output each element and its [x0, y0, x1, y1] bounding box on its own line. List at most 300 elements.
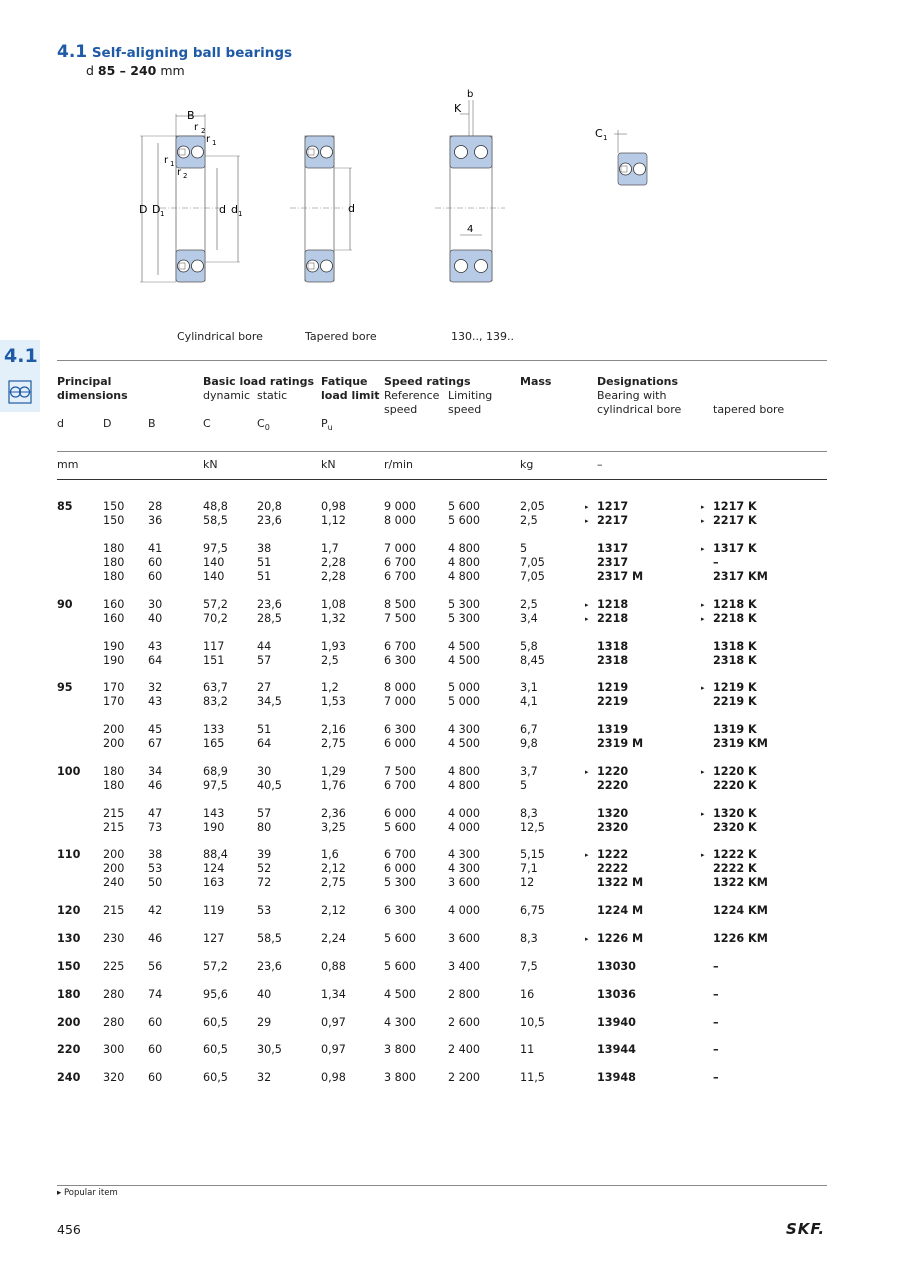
diagram-wide-series: [435, 89, 505, 282]
unit-kg: kg: [520, 458, 534, 471]
cell-mass: 6,7: [520, 723, 538, 736]
cell-cyl: 2219: [597, 695, 629, 708]
popular-marker-icon: ▸: [701, 601, 705, 609]
cell-b: 32: [148, 681, 163, 694]
cell-c: 58,5: [203, 514, 228, 527]
cell-tap: –: [713, 556, 719, 569]
cell-tap: 2219 K: [713, 695, 757, 708]
cell-mass: 3,7: [520, 765, 538, 778]
cell-cyl: 1317: [597, 542, 629, 555]
cell-mass: 2,5: [520, 598, 538, 611]
cell-cyl: 2217: [597, 514, 629, 527]
table-row: [0, 514, 900, 528]
cell-b: 43: [148, 640, 163, 653]
cell-c0: 23,6: [257, 514, 282, 527]
label-r2-sub: 2: [201, 127, 206, 135]
label-d1-sub: 1: [238, 210, 243, 218]
cell-tap: 2320 K: [713, 821, 757, 834]
cell-lim: 2 200: [448, 1071, 481, 1084]
cell-d: 150: [103, 500, 125, 513]
cell-c: 68,9: [203, 765, 228, 778]
label-four: 4: [467, 224, 474, 235]
table-row: [0, 681, 900, 695]
cell-cyl: 1219: [597, 681, 629, 694]
table-row: [0, 500, 900, 514]
cell-d: 180: [103, 570, 125, 583]
cell-lim: 2 600: [448, 1016, 481, 1029]
cell-d: 190: [103, 654, 125, 667]
cell-mass: 3,1: [520, 681, 538, 694]
cell-pu: 0,98: [321, 500, 346, 513]
table-row: [0, 542, 900, 556]
cell-tap: 1219 K: [713, 681, 757, 694]
cell-d: 220: [57, 1043, 81, 1056]
popular-marker-icon: ▸: [701, 684, 705, 692]
cell-d: 160: [103, 612, 125, 625]
cell-tap: 1224 KM: [713, 904, 768, 917]
hdr-speed: Speed ratings: [384, 375, 471, 388]
cell-c: 60,5: [203, 1071, 228, 1084]
cell-mass: 7,1: [520, 862, 538, 875]
table-row: [0, 779, 900, 793]
cell-lim: 4 800: [448, 542, 481, 555]
cell-c: 97,5: [203, 542, 228, 555]
cell-cyl: 1224 M: [597, 904, 644, 917]
cell-lim: 5 300: [448, 612, 481, 625]
cell-ref: 6 300: [384, 904, 417, 917]
cell-c0: 30: [257, 765, 272, 778]
hdr-cylindrical-bore: cylindrical bore: [597, 403, 682, 416]
cell-c: 119: [203, 904, 225, 917]
cell-mass: 12,5: [520, 821, 545, 834]
cell-c: 151: [203, 654, 225, 667]
label-K: K: [454, 102, 462, 115]
cell-ref: 6 300: [384, 723, 417, 736]
unit-kN-pu: kN: [321, 458, 336, 471]
cell-lim: 4 000: [448, 904, 481, 917]
table-top-rule: [57, 360, 827, 361]
cell-d: 300: [103, 1043, 125, 1056]
cell-d: 90: [57, 598, 73, 611]
label-b: b: [467, 89, 474, 100]
cell-pu: 1,12: [321, 514, 346, 527]
cell-lim: 2 800: [448, 988, 481, 1001]
cell-ref: 6 700: [384, 848, 417, 861]
cell-d: 200: [57, 1016, 81, 1029]
bearing-icon: [8, 380, 32, 404]
cell-cyl: 1220: [597, 765, 629, 778]
table-row: [0, 932, 900, 946]
cell-cyl: 2220: [597, 779, 629, 792]
cell-mass: 11: [520, 1043, 535, 1056]
page-number: 456: [57, 1222, 81, 1237]
table-row: [0, 876, 900, 890]
label-C1: C: [595, 127, 603, 140]
cell-b: 38: [148, 848, 163, 861]
cell-b: 40: [148, 612, 163, 625]
cell-c0: 39: [257, 848, 272, 861]
cell-c0: 80: [257, 821, 272, 834]
cell-c0: 20,8: [257, 500, 282, 513]
cell-c0: 23,6: [257, 960, 282, 973]
cell-pu: 1,32: [321, 612, 346, 625]
label-r1-sub: 1: [212, 139, 217, 147]
footnote: [57, 1188, 118, 1198]
cell-pu: 2,36: [321, 807, 346, 820]
cell-c: 124: [203, 862, 225, 875]
popular-marker-icon: ▸: [701, 851, 705, 859]
cell-c: 88,4: [203, 848, 228, 861]
cell-d: 170: [103, 695, 125, 708]
cell-b: 28: [148, 500, 163, 513]
cell-c: 133: [203, 723, 225, 736]
cell-lim: 4 300: [448, 848, 481, 861]
cell-c: 57,2: [203, 598, 228, 611]
cell-lim: 4 300: [448, 862, 481, 875]
cell-pu: 1,93: [321, 640, 346, 653]
table-row: [0, 723, 900, 737]
diagram-c1: [595, 127, 647, 185]
cell-pu: 1,29: [321, 765, 346, 778]
hdr-reference-speed: speed: [384, 403, 418, 416]
cell-ref: 3 800: [384, 1043, 417, 1056]
popular-marker-icon: ▸: [701, 503, 705, 511]
cell-lim: 4 000: [448, 821, 481, 834]
cell-ref: 7 000: [384, 695, 417, 708]
cell-lim: 5 600: [448, 514, 481, 527]
cell-lim: 4 500: [448, 737, 481, 750]
cell-c0: 57: [257, 654, 272, 667]
table-row: [0, 807, 900, 821]
cell-c0: 51: [257, 570, 272, 583]
section-number: 4.1: [57, 42, 88, 62]
cell-lim: 4 800: [448, 570, 481, 583]
cell-mass: 4,1: [520, 695, 538, 708]
label-D: D: [139, 203, 148, 216]
cell-mass: 9,8: [520, 737, 538, 750]
cell-cyl: 2317 M: [597, 570, 644, 583]
table-row: [0, 848, 900, 862]
cell-b: 47: [148, 807, 163, 820]
cell-lim: 4 300: [448, 723, 481, 736]
cell-d: 110: [57, 848, 81, 861]
cell-ref: 4 500: [384, 988, 417, 1001]
cell-lim: 4 000: [448, 807, 481, 820]
cell-d: 200: [103, 723, 125, 736]
hdr-dimensions: dimensions: [57, 389, 128, 402]
cell-d: 215: [103, 807, 125, 820]
cell-pu: 2,75: [321, 737, 346, 750]
cell-d: 280: [103, 988, 125, 1001]
hdr-basic-load: Basic load ratings: [203, 375, 315, 388]
cell-d: 240: [57, 1071, 81, 1084]
cell-c0: 32: [257, 1071, 272, 1084]
table-row: [0, 904, 900, 918]
cell-c0: 58,5: [257, 932, 282, 945]
cell-c: 60,5: [203, 1016, 228, 1029]
cell-b: 60: [148, 556, 163, 569]
cell-mass: 2,05: [520, 500, 545, 513]
section-title-text: Self-aligning ball bearings: [91, 45, 293, 61]
cell-tap: 2222 K: [713, 862, 757, 875]
cell-c0: 44: [257, 640, 272, 653]
hdr-designations: Designations: [597, 375, 679, 388]
cell-lim: 5 000: [448, 695, 481, 708]
cell-pu: 1,2: [321, 681, 339, 694]
side-tab-label: 4.1: [4, 345, 38, 367]
cell-tap: 1318 K: [713, 640, 757, 653]
popular-marker-icon: ▸: [701, 615, 705, 623]
cell-c: 165: [203, 737, 225, 750]
units-top-rule: [57, 451, 827, 452]
cell-mass: 3,4: [520, 612, 538, 625]
cell-b: 36: [148, 514, 163, 527]
cell-tap: 1222 K: [713, 848, 757, 861]
cell-mass: 5: [520, 542, 528, 555]
cell-b: 67: [148, 737, 163, 750]
cell-d: 150: [103, 514, 125, 527]
cell-lim: 3 600: [448, 876, 481, 889]
cell-d: 130: [57, 932, 81, 945]
cell-d: 120: [57, 904, 81, 917]
sym-B: B: [148, 417, 156, 430]
cell-pu: 2,12: [321, 862, 346, 875]
cell-c: 57,2: [203, 960, 228, 973]
label-r2-left: r: [177, 167, 182, 178]
popular-marker-icon: ▸: [701, 810, 705, 818]
cell-c0: 53: [257, 904, 272, 917]
cell-ref: 5 600: [384, 821, 417, 834]
label-C1-sub: 1: [603, 134, 608, 142]
cell-d: 240: [103, 876, 125, 889]
cell-b: 41: [148, 542, 163, 555]
cell-ref: 7 500: [384, 765, 417, 778]
cell-cyl: 13030: [597, 960, 636, 973]
subtitle-unit: mm: [160, 63, 185, 78]
cell-c: 60,5: [203, 1043, 228, 1056]
units-bottom-rule: [57, 479, 827, 480]
cell-tap: 1320 K: [713, 807, 757, 820]
cell-mass: 6,75: [520, 904, 545, 917]
cell-c: 70,2: [203, 612, 228, 625]
hdr-reference: Reference: [384, 389, 440, 402]
table-row: [0, 556, 900, 570]
cell-tap: –: [713, 1043, 719, 1056]
cell-tap: 1319 K: [713, 723, 757, 736]
hdr-bearing-with: Bearing with: [597, 389, 667, 402]
label-d: d: [219, 203, 226, 216]
cell-mass: 5,8: [520, 640, 538, 653]
cell-tap: –: [713, 960, 719, 973]
cell-ref: 5 600: [384, 932, 417, 945]
cell-d: 180: [103, 556, 125, 569]
table-row: [0, 988, 900, 1002]
cell-ref: 9 000: [384, 500, 417, 513]
cell-cyl: 1222: [597, 848, 629, 861]
table-row: [0, 695, 900, 709]
cell-ref: 6 700: [384, 779, 417, 792]
label-d1: d: [231, 203, 238, 216]
table-row: [0, 737, 900, 751]
hdr-static: static: [257, 389, 288, 402]
cell-mass: 2,5: [520, 514, 538, 527]
cell-c: 97,5: [203, 779, 228, 792]
cell-c0: 40,5: [257, 779, 282, 792]
cell-mass: 12: [520, 876, 535, 889]
cell-pu: 1,76: [321, 779, 346, 792]
hdr-tapered-bore: tapered bore: [713, 403, 785, 416]
cell-d: 320: [103, 1071, 125, 1084]
cell-c0: 29: [257, 1016, 272, 1029]
cell-b: 30: [148, 598, 163, 611]
cell-d: 180: [57, 988, 81, 1001]
sym-D: D: [103, 417, 112, 430]
cell-mass: 11,5: [520, 1071, 545, 1084]
cell-ref: 6 700: [384, 640, 417, 653]
cell-d: 225: [103, 960, 125, 973]
subtitle-prefix: d: [86, 63, 94, 78]
cell-d: 215: [103, 821, 125, 834]
cell-mass: 8,3: [520, 807, 538, 820]
sym-Pu-sub: u: [327, 423, 333, 433]
table-row: [0, 640, 900, 654]
cell-b: 42: [148, 904, 163, 917]
cell-c0: 38: [257, 542, 272, 555]
table-row: [0, 612, 900, 626]
label-D1-sub: 1: [160, 210, 165, 218]
cell-tap: 2217 K: [713, 514, 757, 527]
cell-d: 160: [103, 598, 125, 611]
cell-c0: 40: [257, 988, 272, 1001]
cell-tap: 1317 K: [713, 542, 757, 555]
cell-cyl: 1319: [597, 723, 629, 736]
cell-tap: 2317 KM: [713, 570, 768, 583]
cell-d: 190: [103, 640, 125, 653]
cell-pu: 1,34: [321, 988, 346, 1001]
cell-b: 60: [148, 570, 163, 583]
cell-c0: 51: [257, 556, 272, 569]
cell-b: 46: [148, 932, 163, 945]
popular-marker-icon: ▸: [701, 517, 705, 525]
cell-ref: 8 500: [384, 598, 417, 611]
cell-b: 56: [148, 960, 163, 973]
cell-lim: 3 400: [448, 960, 481, 973]
cell-lim: 5 600: [448, 500, 481, 513]
cell-cyl: 1218: [597, 598, 629, 611]
cell-ref: 5 600: [384, 960, 417, 973]
cell-c: 117: [203, 640, 225, 653]
popular-marker-icon: ▸: [701, 545, 705, 553]
cell-mass: 8,3: [520, 932, 538, 945]
hdr-dynamic: dynamic: [203, 389, 251, 402]
popular-marker-icon: ▸: [57, 1188, 62, 1198]
cell-cyl: 1226 M: [597, 932, 644, 945]
cell-d: 200: [103, 737, 125, 750]
cell-ref: 6 000: [384, 737, 417, 750]
cell-d: 200: [103, 848, 125, 861]
sym-d: d: [57, 417, 64, 430]
cell-c0: 72: [257, 876, 272, 889]
label-r1-left-sub: 1: [170, 160, 175, 168]
cell-pu: 1,53: [321, 695, 346, 708]
cell-tap: 2218 K: [713, 612, 757, 625]
cell-d: 180: [103, 765, 125, 778]
cell-pu: 2,75: [321, 876, 346, 889]
cell-ref: 3 800: [384, 1071, 417, 1084]
skf-logo: SKF.: [786, 1220, 826, 1238]
bearing-diagrams: [100, 80, 700, 300]
cell-c0: 27: [257, 681, 272, 694]
cell-pu: 0,88: [321, 960, 346, 973]
cell-cyl: 1318: [597, 640, 629, 653]
cell-d: 85: [57, 500, 73, 513]
cell-cyl: 2218: [597, 612, 629, 625]
cell-tap: 1220 K: [713, 765, 757, 778]
cell-tap: 2318 K: [713, 654, 757, 667]
table-row: [0, 1043, 900, 1057]
sym-C: C: [203, 417, 211, 430]
cell-c0: 30,5: [257, 1043, 282, 1056]
cell-pu: 2,28: [321, 570, 346, 583]
cell-b: 60: [148, 1043, 163, 1056]
table-row: [0, 765, 900, 779]
cell-lim: 5 300: [448, 598, 481, 611]
popular-marker-icon: ▸: [585, 935, 589, 943]
footer-rule: [57, 1185, 827, 1186]
hdr-load-limit: load limit: [321, 389, 380, 402]
table-row: [0, 1016, 900, 1030]
unit-rmin: r/min: [384, 458, 413, 471]
caption-cylindrical: Cylindrical bore: [177, 330, 263, 343]
cell-cyl: 2320: [597, 821, 629, 834]
table-row: [0, 654, 900, 668]
hdr-principal: Principal: [57, 375, 112, 388]
cell-cyl: 13944: [597, 1043, 636, 1056]
label-B: B: [187, 109, 195, 122]
cell-d: 215: [103, 904, 125, 917]
popular-marker-icon: ▸: [585, 503, 589, 511]
table-row: [0, 960, 900, 974]
cell-c: 63,7: [203, 681, 228, 694]
label-r2-left-sub: 2: [183, 172, 188, 180]
cell-pu: 0,98: [321, 1071, 346, 1084]
cell-cyl: 13940: [597, 1016, 636, 1029]
cell-c: 163: [203, 876, 225, 889]
cell-c: 143: [203, 807, 225, 820]
cell-mass: 5: [520, 779, 528, 792]
cell-pu: 2,28: [321, 556, 346, 569]
cell-lim: 5 000: [448, 681, 481, 694]
cell-c0: 28,5: [257, 612, 282, 625]
cell-mass: 5,15: [520, 848, 545, 861]
cell-lim: 4 800: [448, 779, 481, 792]
label-r1: r: [206, 134, 211, 145]
cell-ref: 8 000: [384, 681, 417, 694]
label-r2: r: [194, 122, 199, 133]
cell-c: 83,2: [203, 695, 228, 708]
cell-pu: 2,16: [321, 723, 346, 736]
unit-dash: –: [597, 458, 603, 471]
popular-marker-icon: ▸: [585, 768, 589, 776]
label-r1-left: r: [164, 155, 169, 166]
cell-tap: –: [713, 1071, 719, 1084]
caption-tapered: Tapered bore: [305, 330, 377, 343]
sym-C0-main: C: [257, 417, 265, 430]
cell-ref: 6 000: [384, 862, 417, 875]
cell-d: 280: [103, 1016, 125, 1029]
cell-c0: 34,5: [257, 695, 282, 708]
cell-lim: 4 500: [448, 654, 481, 667]
